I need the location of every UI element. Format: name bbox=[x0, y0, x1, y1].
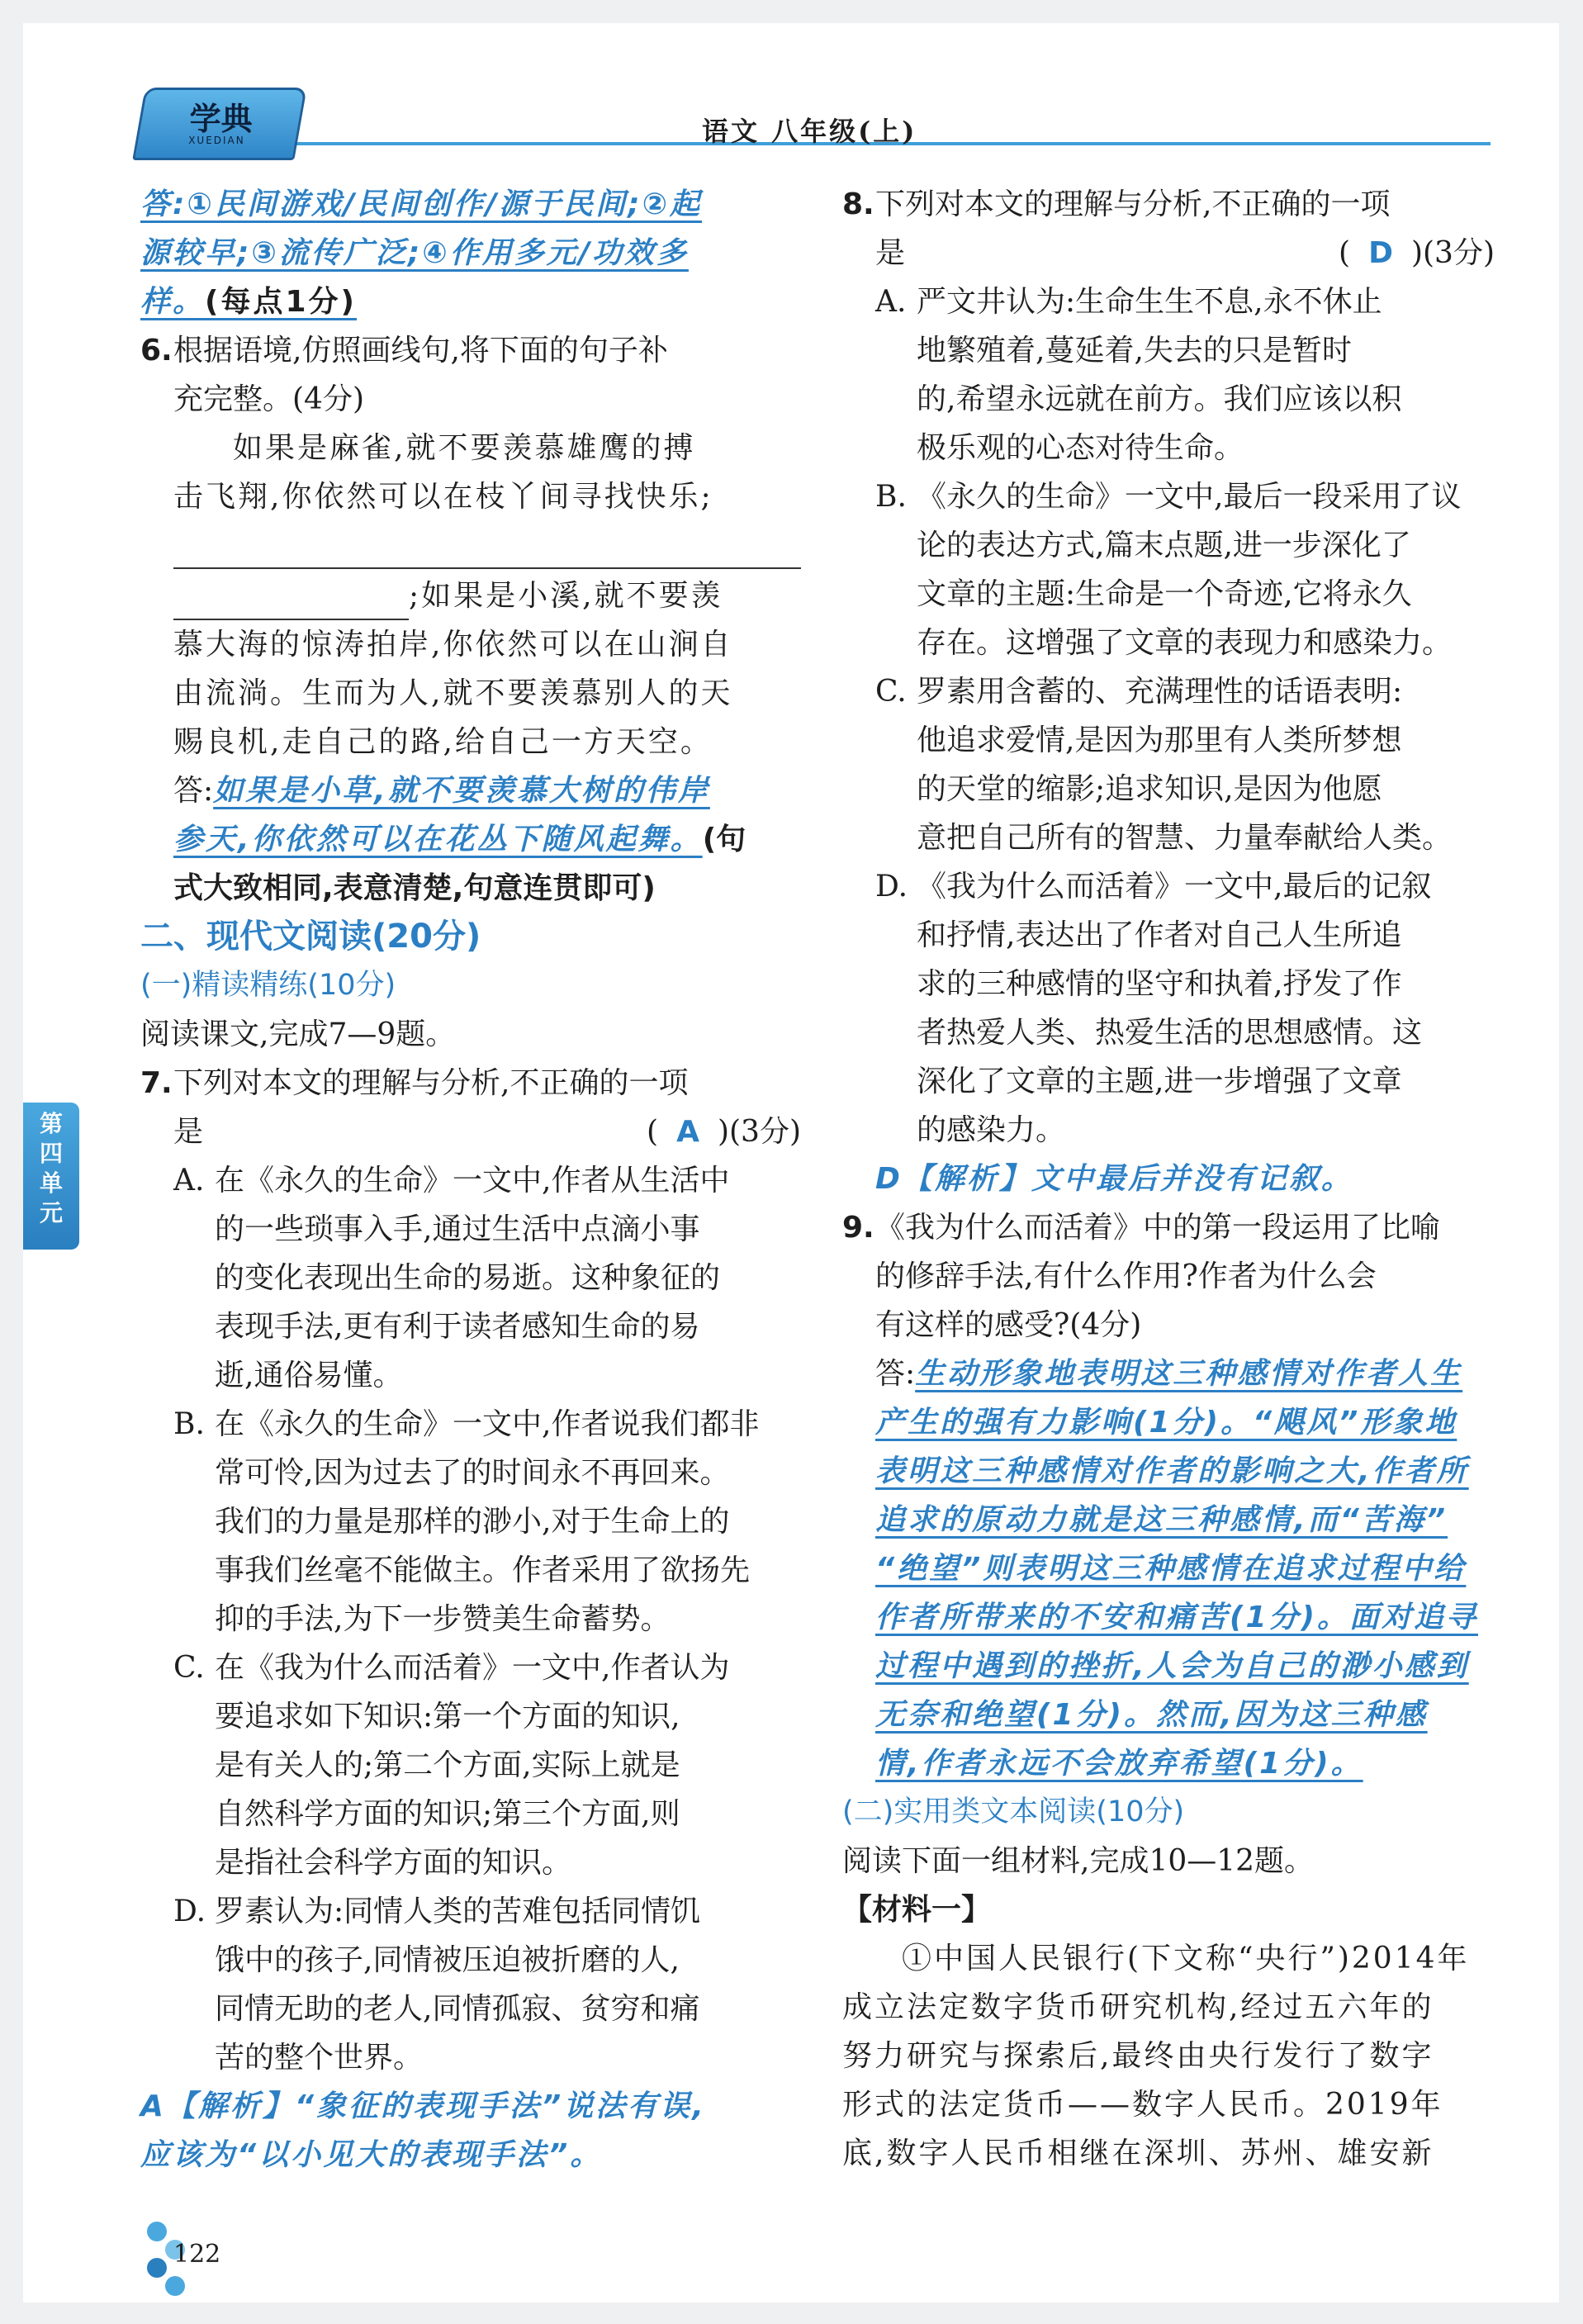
question-number: 8. bbox=[842, 187, 874, 221]
question-text: 下列对本文的理解与分析,不正确的一项 bbox=[875, 187, 1391, 221]
question-number: 7. bbox=[140, 1066, 173, 1100]
logo-text: 学典 bbox=[189, 100, 253, 137]
reading-instruction: 阅读下面一组材料,完成10—12题。 bbox=[842, 1844, 1315, 1878]
blank-short[interactable] bbox=[173, 581, 409, 620]
option-8d: D. 《我为什么而活着》一文中,最后的记叙 和抒情,表达出了作者对自己人生所追 求的三种感情的坚守和执着,抒发了作 者热爱人类、热爱生活的思想感情。这 深化了文章的主题,进一步增强了文章 的感染力。 bbox=[875, 870, 1432, 1147]
blank-line[interactable] bbox=[173, 521, 801, 569]
brand-logo bbox=[132, 88, 307, 160]
unit-side-tab bbox=[23, 1103, 79, 1250]
question-text: 《我为什么而活着》中的第一段运用了比喻 bbox=[875, 1211, 1441, 1245]
question-number: 9. bbox=[842, 1211, 874, 1245]
decorative-dot bbox=[147, 2222, 167, 2241]
explanation-7: 应该为“以小见大的表现手法”。 bbox=[140, 2138, 603, 2172]
answer-6-line: 答:如果是小草,就不要羡慕大树的伟岸 bbox=[173, 774, 710, 808]
passage-text: 由流淌。生而为人,就不要羡慕别人的天 bbox=[173, 676, 733, 710]
answer-5-score: (每点1分) bbox=[205, 285, 357, 319]
subsection-title: (一)精读精练(10分) bbox=[140, 969, 396, 1002]
answer-9-line: 无奈和绝望(1分)。然而,因为这三种感 bbox=[875, 1698, 1428, 1732]
header-title: 语文 八年级(上) bbox=[702, 116, 917, 147]
reading-instruction: 阅读课文,完成7—9题。 bbox=[140, 1017, 456, 1051]
question-6 bbox=[140, 326, 801, 913]
passage-text: 赐良机,走自己的路,给自己一方天空。 bbox=[173, 725, 713, 759]
question-number: 6. bbox=[140, 334, 173, 368]
material-text: ①中国人民银行(下文称“央行”)2014年 bbox=[902, 1942, 1470, 1975]
material-text: 底,数字人民币相继在深圳、苏州、雄安新 bbox=[842, 2137, 1434, 2170]
decorative-dot bbox=[165, 2276, 185, 2296]
answer-9-line: 表明这三种感情对作者的影响之大,作者所 bbox=[875, 1454, 1469, 1488]
material-title: 【材料一】 bbox=[842, 1893, 992, 1927]
decorative-dot bbox=[147, 2258, 167, 2278]
explanation-7: A【解析】“象征的表现手法”说法有误, bbox=[140, 2089, 706, 2123]
question-8 bbox=[842, 180, 1495, 277]
answer-5-line: 答:①民间游戏/民间创作/源于民间;②起 bbox=[140, 187, 703, 221]
option-8a: A. 严文井认为:生命生生不息,永不休止 地繁殖着,蔓延着,失去的只是暂时 的,希望永远就在前方。我们应该以积 极乐观的心态对待生命。 bbox=[875, 285, 1402, 465]
answer-bracket-row: 是 ( D )(3分) bbox=[875, 236, 1495, 270]
passage-text: ;如果是小溪,就不要羡 bbox=[173, 572, 801, 620]
passage-text: 慕大海的惊涛拍岸,你依然可以在山涧自 bbox=[173, 628, 733, 662]
section-title: 二、现代文阅读(20分) bbox=[140, 918, 481, 956]
question-text: 充完整。(4分) bbox=[173, 382, 364, 416]
answer-9-line: 过程中遇到的挫折,人会为自己的渺小感到 bbox=[875, 1649, 1469, 1683]
page-number: 122 bbox=[173, 2240, 221, 2269]
passage-text: 击飞翔,你依然可以在枝丫间寻找快乐; bbox=[173, 480, 713, 514]
question-7 bbox=[140, 1059, 801, 1156]
subsection-title: (二)实用类文本阅读(10分) bbox=[842, 1795, 1185, 1828]
unit-tab-char: 第 bbox=[39, 1110, 63, 1137]
answer-choice: D bbox=[1368, 236, 1393, 270]
material-text: 成立法定数字货币研究机构,经过五六年的 bbox=[842, 1990, 1434, 2024]
answer-5-line: 样。(每点1分) bbox=[140, 285, 357, 319]
answer-6-line: 参天,你依然可以在花丛下随风起舞。(句 bbox=[173, 823, 746, 856]
answer-9-line: 作者所带来的不安和痛苦(1分)。面对追寻 bbox=[875, 1601, 1478, 1634]
logo-subtext: XUEDIAN bbox=[188, 135, 245, 146]
answer-9-line: 答:生动形象地表明这三种感情对作者人生 bbox=[875, 1357, 1463, 1391]
question-text: 的修辞手法,有什么作用?作者为什么会 bbox=[875, 1259, 1377, 1293]
option-7d: D. 罗素认为:同情人类的苦难包括同情饥 饿中的孩子,同情被压迫被折磨的人, 同情无助的老人,同情孤寂、贫穷和痛 苦的整个世界。 bbox=[173, 1895, 701, 2075]
passage-text: 如果是麻雀,就不要羡慕雄鹰的搏 bbox=[233, 431, 696, 465]
option-7c: C. 在《我为什么而活着》一文中,作者认为 要追求如下知识:第一个方面的知识, 是有关人的;第二个方面,实际上就是 自然科学方面的知识;第三个方面,则 是指社会科学方面的知识。 bbox=[173, 1651, 730, 1880]
question-text: 根据语境,仿照画线句,将下面的句子补 bbox=[173, 334, 668, 368]
unit-tab-char: 四 bbox=[39, 1140, 63, 1167]
option-7a: A. 在《永久的生命》一文中,作者从生活中 的一些琐事入手,通过生活中点滴小事 的变化表现出生命的易逝。这种象征的 表现手法,更有利于读者感知生命的易 逝,通俗易懂。 bbox=[173, 1164, 730, 1392]
left-column bbox=[140, 180, 801, 2179]
question-text: 下列对本文的理解与分析,不正确的一项 bbox=[173, 1066, 689, 1100]
unit-tab-char: 元 bbox=[39, 1199, 63, 1226]
option-7b: B. 在《永久的生命》一文中,作者说我们都非 常可怜,因为过去了的时间永不再回来。 我们的力量是那样的渺小,对于生命上的 事我们丝毫不能做主。作者采用了欲扬先 抑的手法,为下一步赞美生命蓄势。 bbox=[173, 1407, 760, 1636]
option-8c: C. 罗素用含蓄的、充满理性的话语表明: 他追求爱情,是因为那里有人类所梦想 的天堂的缩影;追求知识,是因为他愿 意把自己所有的智慧、力量奉献给人类。 bbox=[875, 675, 1453, 855]
question-9 bbox=[842, 1203, 1495, 1788]
option-8b: B. 《永久的生命》一文中,最后一段采用了议 论的表达方式,篇末点题,进一步深化了 文章的主题:生命是一个奇迹,它将永久 存在。这增强了文章的表现力和感染力。 bbox=[875, 480, 1462, 660]
unit-tab-char: 单 bbox=[39, 1169, 63, 1197]
material-text: 努力研究与探索后,最终由央行发行了数字 bbox=[842, 2039, 1434, 2073]
question-text: 有这样的感受?(4分) bbox=[875, 1308, 1142, 1342]
right-column bbox=[842, 180, 1495, 2178]
answer-9-line: “绝望”则表明这三种感情在追求过程中给 bbox=[875, 1552, 1467, 1586]
answer-bracket-row: 是 ( A )(3分) bbox=[173, 1115, 801, 1149]
answer-9-line: 情,作者永远不会放弃希望(1分)。 bbox=[875, 1747, 1363, 1781]
answer-9-line: 追求的原动力就是这三种感情,而“苦海” bbox=[875, 1503, 1448, 1537]
answer-choice: A bbox=[676, 1115, 699, 1149]
answer-9-line: 产生的强有力影响(1分)。“飓风”形象地 bbox=[875, 1406, 1457, 1439]
explanation-8: D【解析】文中最后并没有记叙。 bbox=[875, 1162, 1353, 1196]
answer-5-line: 源较早;③流传广泛;④作用多元/功效多 bbox=[140, 236, 689, 270]
answer-6-note: 式大致相同,表意清楚,句意连贯即可) bbox=[173, 871, 656, 905]
material-text: 形式的法定货币——数字人民币。2019年 bbox=[842, 2088, 1443, 2122]
